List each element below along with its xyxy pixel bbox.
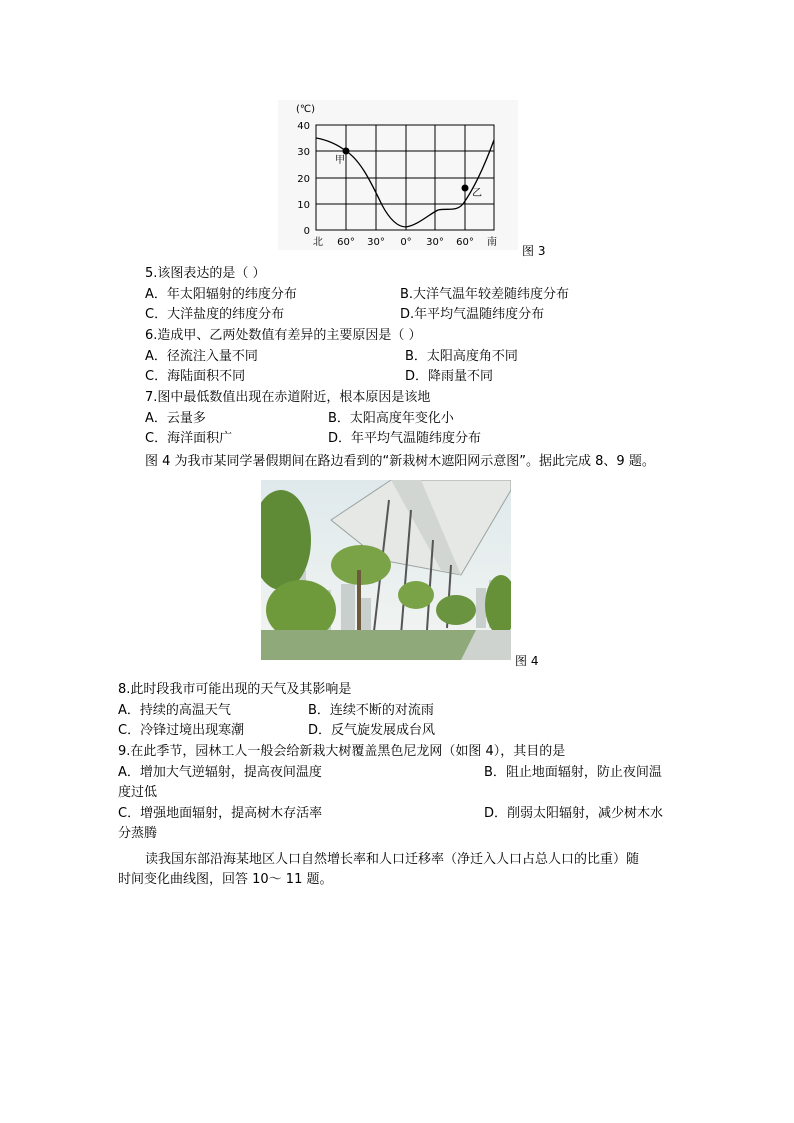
q6-stem: 6.造成甲、乙两处数值有差异的主要原因是（ ） — [145, 328, 422, 343]
point-yi-marker — [462, 185, 469, 192]
q5-option-c: C．大洋盐度的纬度分布 — [145, 307, 285, 322]
q9-option-a: A．增加大气逆辐射，提高夜间温度 — [118, 765, 322, 780]
figure-3-chart — [278, 100, 518, 250]
q9-option-d-line1: D．削弱太阳辐射，减少树木水 — [484, 806, 664, 821]
q5-option-a: A．年太阳辐射的纬度分布 — [145, 287, 297, 302]
q8-stem: 8.此时段我市可能出现的天气及其影响是 — [118, 682, 352, 697]
q6-option-d: D．降雨量不同 — [405, 369, 494, 384]
q9-option-c: C．增强地面辐射，提高树木存活率 — [118, 806, 323, 821]
intro-10-11-line2: 时间变化曲线图，回答 10～ 11 题。 — [118, 872, 333, 887]
q6-option-b: B．太阳高度角不同 — [405, 349, 518, 364]
q6-option-a: A．径流注入量不同 — [145, 349, 258, 364]
q9-option-b-line1: B．阻止地面辐射，防止夜间温 — [484, 765, 662, 780]
intro-8-9: 图 4 为我市某同学暑假期间在路边看到的“新栽树木遮阳网示意图”。据此完成 8、9 题。 — [145, 454, 655, 469]
q8-option-c: C．冷锋过境出现寒潮 — [118, 723, 245, 738]
q5-option-d: D.年平均气温随纬度分布 — [400, 307, 545, 322]
tree-trunk — [357, 570, 361, 640]
q8-option-a: A．持续的高温天气 — [118, 703, 231, 718]
q9-option-d-line2: 分蒸腾 — [118, 826, 158, 841]
q6-option-c: C．海陆面积不同 — [145, 369, 246, 384]
x-tick-label: 60° — [456, 237, 474, 248]
x-tick-label: 0° — [400, 237, 412, 248]
y-tick-label: 10 — [297, 200, 310, 211]
q7-option-c: C．海洋面积广 — [145, 431, 233, 446]
x-tick-label: 30° — [367, 237, 385, 248]
q7-stem: 7.图中最低数值出现在赤道附近，根本原因是该地 — [145, 390, 431, 405]
x-tick-label: 北 — [313, 237, 323, 248]
figure-4-photo — [261, 480, 511, 660]
y-tick-label: 20 — [297, 174, 310, 185]
x-tick-label: 30° — [426, 237, 444, 248]
y-tick-label: 0 — [303, 226, 310, 237]
y-tick-label: 40 — [297, 121, 310, 132]
x-tick-label: 南 — [487, 237, 497, 248]
y-tick-label: 30 — [297, 147, 310, 158]
chart-background — [278, 100, 518, 250]
q8-option-b: B．连续不断的对流雨 — [308, 703, 434, 718]
point-jia-label: 甲 — [335, 155, 345, 166]
q5-option-b: B.大洋气温年较差随纬度分布 — [400, 287, 570, 302]
q5-stem: 5.该图表达的是（ ） — [145, 266, 266, 281]
x-tick-label: 60° — [337, 237, 355, 248]
y-unit-label: (℃) — [296, 104, 316, 115]
figure-4-caption: 图 4 — [515, 654, 539, 668]
point-jia-marker — [343, 148, 350, 155]
point-yi-label: 乙 — [472, 188, 482, 199]
figure-3-caption: 图 3 — [522, 244, 546, 258]
q8-option-d: D．反气旋发展成台风 — [308, 723, 436, 738]
q9-stem: 9.在此季节，园林工人一般会给新栽大树覆盖黑色尼龙网（如图 4），其目的是 — [118, 744, 566, 759]
q9-option-b-line2: 度过低 — [118, 785, 158, 800]
q7-option-a: A．云量多 — [145, 411, 206, 426]
intro-10-11-line1: 读我国东部沿海某地区人口自然增长率和人口迁移率（净迁入人口占总人口的比重）随 — [145, 852, 640, 867]
q7-option-b: B．太阳高度年变化小 — [328, 411, 454, 426]
q7-option-d: D．年平均气温随纬度分布 — [328, 431, 482, 446]
